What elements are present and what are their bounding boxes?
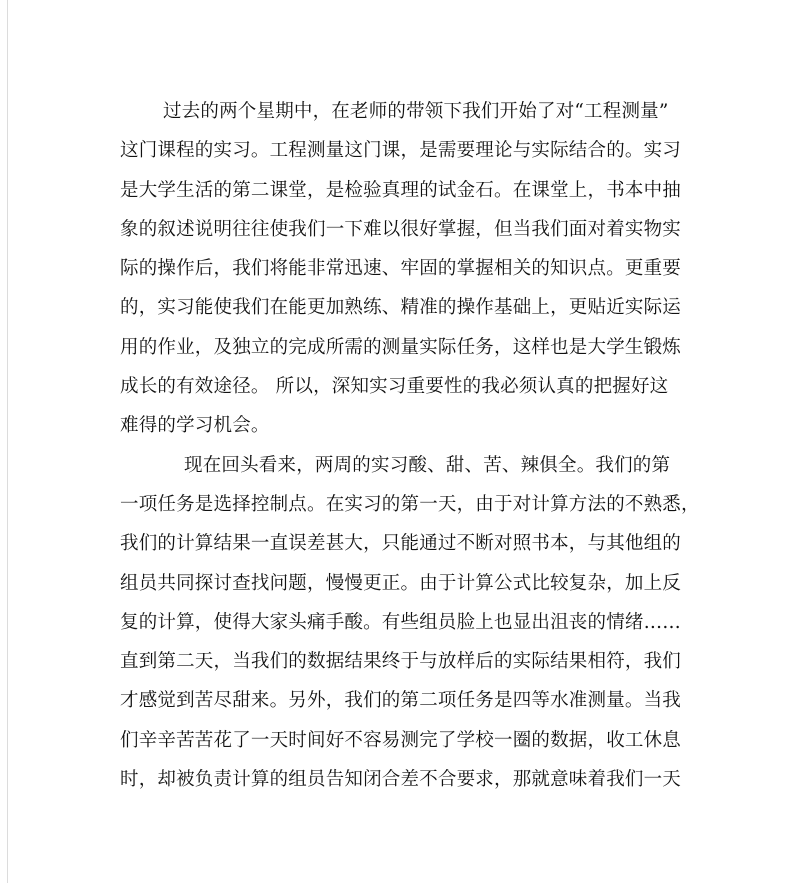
paragraph-2-line-4: 组员共同探讨查找问题，慢慢更正。由于计算公式比较复杂，加上反 [120,572,682,594]
paragraph-2-line-8: 们辛辛苦苦花了一天时间好不容易测完了学校一圈的数据，收工休息 [120,729,682,751]
paragraph-2-line-6: 直到第二天，当我们的数据结果终于与放样后的实际结果相符，我们 [120,651,682,673]
document-body [120,92,700,799]
paragraph-1-line-6: 的，实习能使我们在能更加熟练、精准的操作基础上，更贴近实际运 [120,297,682,319]
paragraph-1-line-4: 象的叙述说明往往使我们一下难以很好掌握，但当我们面对着实物实 [120,218,682,240]
paragraph-1-line-8: 成长的有效途径。 所以，深知实习重要性的我必须认真的把握好这 [120,376,669,398]
paragraph-1-line-1: 过去的两个星期中，在老师的带领下我们开始了对“工程测量” [163,101,669,122]
page-edge-divider [7,0,8,883]
paragraph-2-line-7: 才感觉到苦尽甜来。另外，我们的第二项任务是四等水准测量。当我 [120,690,682,712]
paragraph-1-line-5: 际的操作后，我们将能非常迅速、牢固的掌握相关的知识点。更重要 [120,258,682,280]
paragraph-1-line-9: 难得的学习机会。 [120,415,270,437]
paragraph-2-line-1: 现在回头看来，两周的实习酸、甜、苦、辣俱全。我们的第 [184,454,671,476]
paragraph-2-line-2: 一项任务是选择控制点。在实习的第一天，由于对计算方法的不熟悉， [120,493,700,515]
paragraph-2-line-9: 时，却被负责计算的组员告知闭合差不合要求，那就意味着我们一天 [120,769,682,791]
paragraph-2-line-5: 复的计算，使得大家头痛手酸。有些组员脸上也显出沮丧的情绪…… [120,611,682,633]
paragraph-1-line-2: 这门课程的实习。工程测量这门课，是需要理论与实际结合的。实习 [120,140,682,162]
paragraph-1-line-7: 用的作业，及独立的完成所需的测量实际任务，这样也是大学生锻炼 [120,336,682,358]
paragraph-1-line-3: 是大学生活的第二课堂，是检验真理的试金石。在课堂上，书本中抽 [120,179,682,201]
paragraph-2-line-3: 我们的计算结果一直误差甚大，只能通过不断对照书本，与其他组的 [120,533,682,555]
